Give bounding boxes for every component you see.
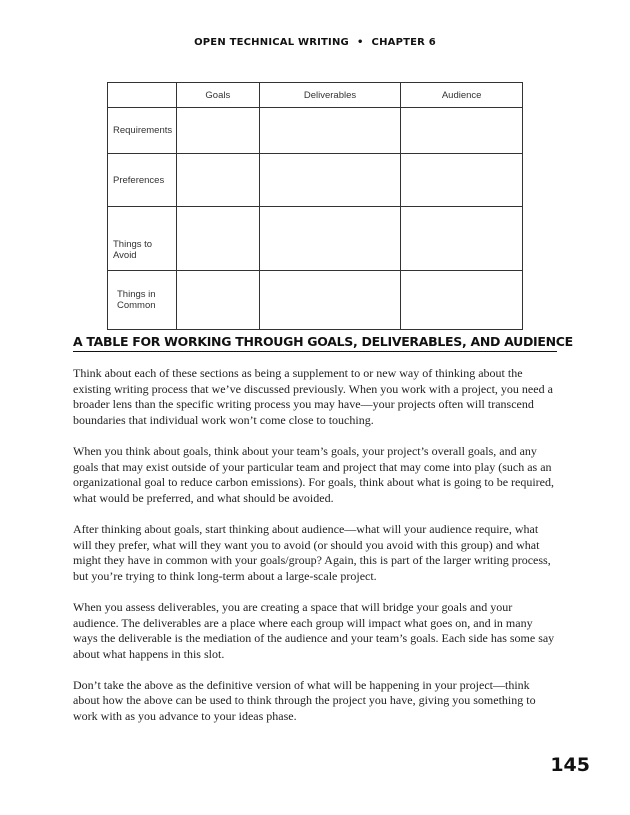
table-cell [259, 207, 401, 271]
separator-bullet: • [356, 37, 364, 48]
table-cell [401, 154, 523, 207]
row-label-line: Things in [117, 289, 156, 300]
body-text [73, 366, 557, 740]
paragraph: When you think about goals, think about your team’s goals, your project’s overall goals, and any goals that may exist outside of your particular team and project that may come into play (such as an organizational goal to reduce carbon emissions). For goals, think about what is going to be required, what would be preferred, and what should be avoided. [73, 443, 555, 505]
table-cell [176, 154, 259, 207]
page-number: 145 [550, 754, 590, 776]
paragraph: After thinking about goals, start thinking about audience—what will your audience require, what will they prefer, what will they want you to avoid (or should you avoid with this group) and what might they have in common with your goals/group? Again, this is part of the larger writing process, but you’re trying to think long-term about a large-scale project. [73, 521, 551, 583]
row-label-line: Requirements [113, 125, 173, 136]
table-cell [259, 154, 401, 207]
row-label [108, 154, 177, 207]
column-header: Audience [401, 83, 523, 108]
book-title: OPEN TECHNICAL WRITING [194, 37, 349, 48]
table-row [108, 271, 523, 330]
row-label-line: Preferences [113, 174, 165, 186]
paragraph: Think about each of these sections as being a supplement to or new way of thinking about the existing writing process that we’ve discussed previously. When you work with a project, you need a broader lens than the specific writing process you may have—your projects often will transcend boundaries that individual work won’t come close to touching. [73, 366, 553, 427]
row-label-line: Things to [113, 239, 153, 250]
table-cell [176, 108, 259, 154]
table-row [108, 207, 523, 271]
table-row [108, 108, 523, 154]
table-cell [259, 108, 401, 154]
row-label [108, 271, 177, 330]
paragraph: When you assess deliverables, you are creating a space that will bridge your goals and your audience. The deliverables are a place where each group will impact what goes on, and in many ways the deliverable is the mediation of the audience and your team’s goals. Each side has some say about what happens in this slot. [73, 599, 555, 661]
row-label [108, 207, 177, 271]
table-cell [401, 207, 523, 271]
table-cell [401, 108, 523, 154]
row-label [108, 108, 177, 154]
row-label-line: Avoid [113, 250, 137, 261]
table-corner-cell [108, 83, 177, 108]
chapter-label: CHAPTER 6 [371, 37, 436, 48]
table-cell [401, 271, 523, 330]
column-header: Goals [176, 83, 259, 108]
paragraph: Don’t take the above as the definitive version of what will be happening in your project—think about how the above can be used to think through the project you have, giving you something to work with as you advance to your ideas phase. [73, 677, 536, 724]
table-row [108, 154, 523, 207]
goals-deliverables-audience-table [107, 82, 523, 330]
table-cell [176, 207, 259, 271]
running-head [0, 37, 630, 48]
column-header: Deliverables [259, 83, 401, 108]
table-cell [259, 271, 401, 330]
row-label-line: Common [117, 300, 156, 311]
table-header-row [108, 83, 523, 108]
table-cell [176, 271, 259, 330]
table-caption: A TABLE FOR WORKING THROUGH GOALS, DELIVERABLES, AND AUDIENCE [73, 334, 557, 352]
